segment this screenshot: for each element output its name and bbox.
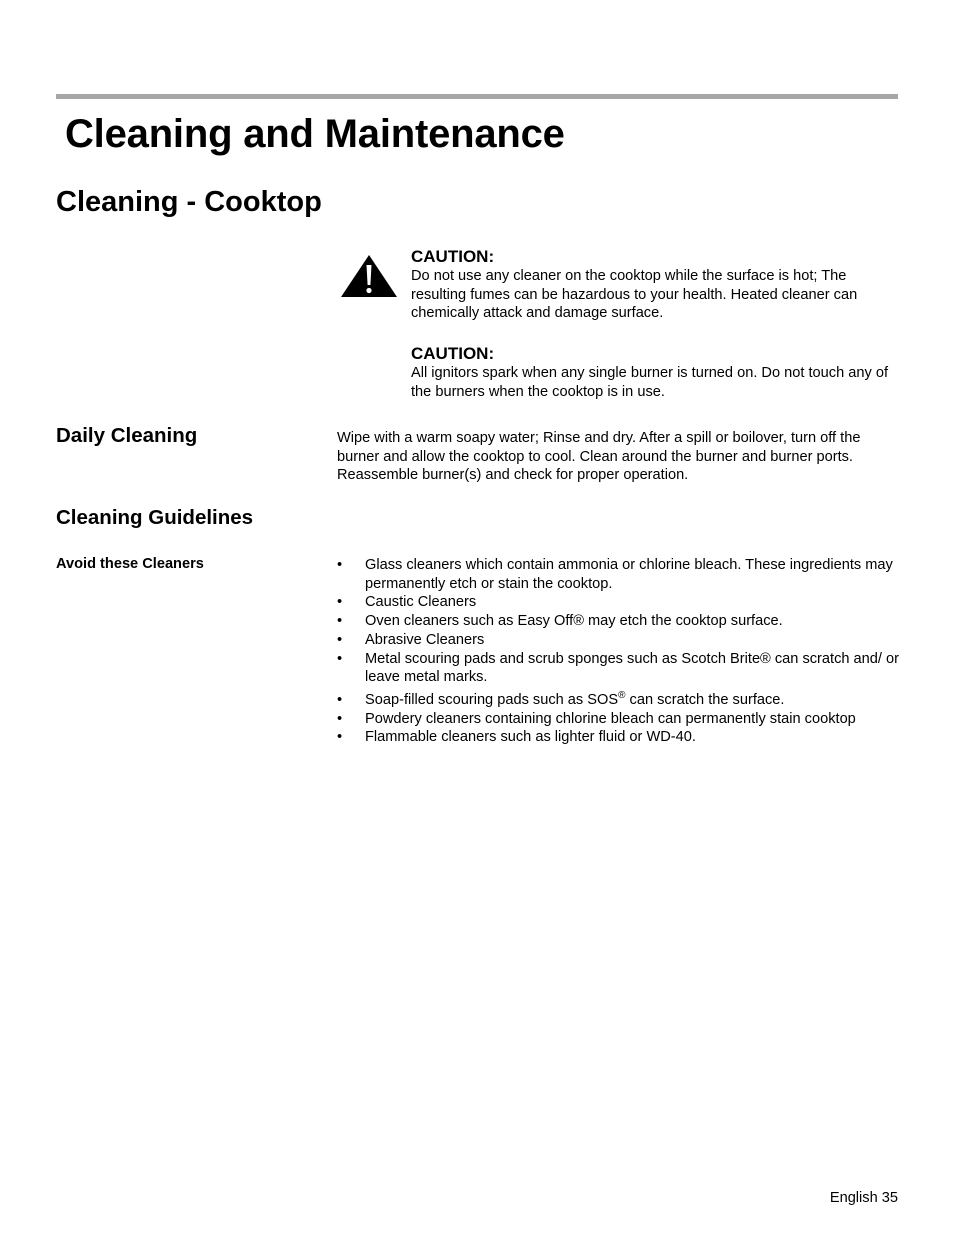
list-item-text-before: Soap-filled scouring pads such as SOS <box>365 691 619 708</box>
bullet: • <box>337 631 343 648</box>
avoid-cleaners-heading: Avoid these Cleaners <box>56 556 204 572</box>
list-item-text: Glass cleaners which contain ammonia or chlorine bleach. These ingredients may permanently etch or stain the cooktop. <box>365 557 893 592</box>
page-number: English 35 <box>829 1190 898 1206</box>
cleaning-guidelines-heading: Cleaning Guidelines <box>56 506 254 529</box>
list-item <box>337 556 902 593</box>
caution-text: Do not use any cleaner on the cooktop while the surface is hot; The resulting fumes can be hazardous to your health. Heated cleaner can chemically attack and damage surface. <box>411 268 858 322</box>
chapter-title: Cleaning and Maintenance <box>65 112 565 156</box>
list-item <box>337 650 902 687</box>
bullet: • <box>337 650 343 667</box>
registered-mark: ® <box>618 690 626 702</box>
list-item <box>337 710 902 729</box>
list-item-text: Flammable cleaners such as lighter fluid or WD-40. <box>365 729 696 746</box>
daily-cleaning-text: Wipe with a warm soapy water; Rinse and dry. After a spill or boilover, turn off the burner and allow the cooktop to cool. Clean around the burner and burner ports. Reassemble burner(s) and check for proper operation. <box>337 430 861 484</box>
bullet: • <box>337 691 343 708</box>
warning-triangle-icon <box>340 254 398 298</box>
list-item-text: Abrasive Cleaners <box>365 631 485 648</box>
bullet: • <box>337 710 343 727</box>
list-item-text: Caustic Cleaners <box>365 594 477 611</box>
list-item <box>337 612 902 631</box>
daily-cleaning-heading: Daily Cleaning <box>56 424 198 447</box>
avoid-cleaners-list <box>337 556 902 747</box>
caution-label: CAUTION: <box>411 344 495 363</box>
bullet: • <box>337 729 343 746</box>
list-item <box>337 691 902 710</box>
list-item-text: Metal scouring pads and scrub sponges such as Scotch Brite® can scratch and/ or leave metal marks. <box>365 650 899 686</box>
list-item <box>337 728 902 747</box>
caution-text: All ignitors spark when any single burner is turned on. Do not touch any of the burners when the cooktop is in use. <box>411 365 888 400</box>
caution-block-ignitors <box>411 344 901 401</box>
top-rule <box>56 94 898 99</box>
bullet: • <box>337 557 343 573</box>
caution-label: CAUTION: <box>411 247 495 266</box>
list-item <box>337 593 902 612</box>
list-item-text-after: can scratch the surface. <box>625 691 785 708</box>
list-item-text: Oven cleaners such as Easy Off® may etch the cooktop surface. <box>365 613 783 630</box>
bullet: • <box>337 594 343 611</box>
section-title: Cleaning - Cooktop <box>56 186 322 218</box>
caution-block-hot-surface <box>411 247 901 323</box>
bullet: • <box>337 613 343 630</box>
list-item <box>337 631 902 650</box>
list-item-text: Powdery cleaners containing chlorine bleach can permanently stain cooktop <box>365 710 856 727</box>
